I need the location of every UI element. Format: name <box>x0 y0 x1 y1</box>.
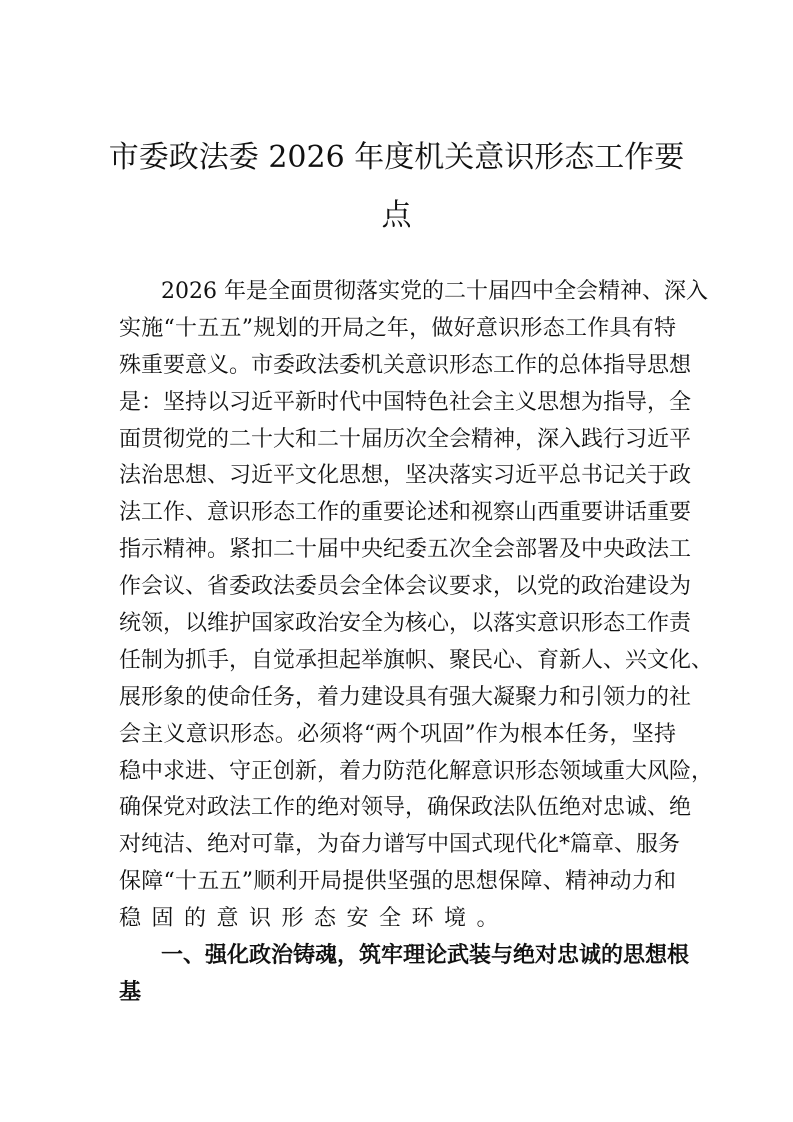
paragraph-line: 作会议、省委政法委员会全体会议要求，以党的政治建设为 <box>119 574 692 600</box>
section-heading-line-2: 基 <box>119 979 152 1005</box>
paragraph-line: 稳中求进、守正创新，着力防范化解意识形态领域重大风险， <box>119 758 714 784</box>
paragraph-line: 对纯洁、绝对可靠，为奋力谱写中国式现代化*篇章、服务 <box>119 832 681 858</box>
document-title-line-2: 点 <box>381 198 412 233</box>
paragraph-line: 统领，以维护国家政治安全为核心，以落实意识形态工作责 <box>119 611 692 637</box>
paragraph-line: 法治思想、习近平文化思想，坚决落实习近平总书记关于政 <box>119 463 692 489</box>
paragraph-line: 任制为抓手，自觉承担起举旗帜、聚民心、育新人、兴文化、 <box>119 647 714 673</box>
paragraph-line: 稳固的意识形态安全环境。 <box>119 906 510 932</box>
section-heading-line-1: 一、强化政治铸魂，筑牢理论武装与绝对忠诚的思想根 <box>161 943 690 969</box>
paragraph-line: 是：坚持以习近平新时代中国特色社会主义思想为指导，全 <box>119 389 692 415</box>
paragraph-line: 保障“十五五”顺利开局提供坚强的思想保障、精神动力和 <box>119 869 676 895</box>
paragraph-line: 面贯彻党的二十大和二十届历次全会精神，深入践行习近平 <box>119 426 692 452</box>
paragraph-line: 指示精神。紧扣二十届中央纪委五次全会部署及中央政法工 <box>119 537 692 563</box>
paragraph-line: 殊重要意义。市委政法委机关意识形态工作的总体指导思想 <box>119 352 692 378</box>
document-body <box>119 274 714 1012</box>
paragraph-line: 实施“十五五”规划的开局之年，做好意识形态工作具有特 <box>119 315 676 341</box>
document-title-line-1: 市委政法委 2026 年度机关意识形态工作要 <box>108 140 685 175</box>
paragraph-line: 确保党对政法工作的绝对领导，确保政法队伍绝对忠诚、绝 <box>119 795 692 821</box>
paragraph-line: 会主义意识形态。必须将“两个巩固”作为根本任务，坚持 <box>119 721 676 747</box>
paragraph-line: 法工作、意识形态工作的重要论述和视察山西重要讲话重要 <box>119 500 692 526</box>
paragraph-line: 展形象的使命任务，着力建设具有强大凝聚力和引领力的社 <box>119 684 692 710</box>
paragraph-line: 2026 年是全面贯彻落实党的二十届四中全会精神、深入 <box>161 279 708 304</box>
